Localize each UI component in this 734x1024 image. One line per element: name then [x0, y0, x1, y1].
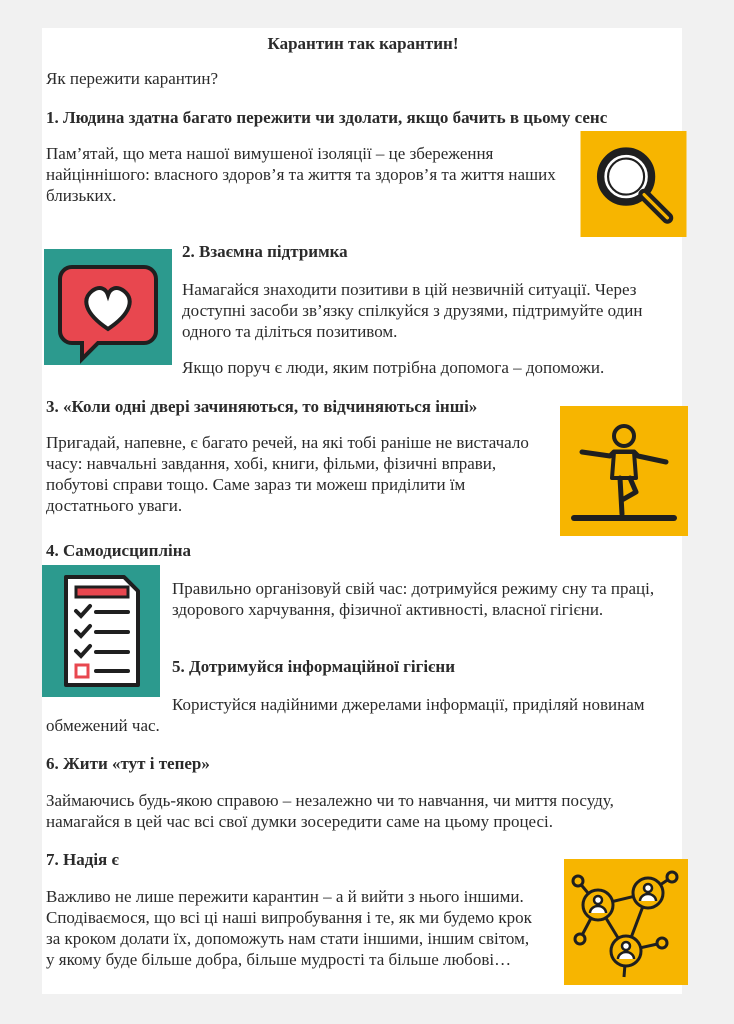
intro-question: Як пережити карантин? [46, 69, 219, 88]
section-2-text-2: Якщо поруч є люди, яким потрібна допомога – допоможи. [182, 358, 605, 377]
section-3-heading: 3. «Коли одні двері зачиняються, то відчиняються інші» [46, 397, 478, 416]
magnifier-icon [580, 131, 687, 237]
section-5-text: Користуйся надійними джерелами інформації, приділяй новинам обмежений час. [46, 695, 645, 735]
section-4-heading: 4. Самодисципліна [46, 541, 192, 560]
checklist-icon [42, 565, 160, 697]
page-title: Карантин так карантин! [267, 34, 459, 53]
section-3-text: Пригадай, напевне, є багато речей, на які тобі раніше не вистачало часу: навчальні завдання, хобі, книги, фільми, фізичні вправи, побутові справи тощо. Саме зараз ти можеш приділити їм достатнього уваги. [46, 433, 529, 515]
section-4-text: Правильно організовуй свій час: дотримуйся режиму сну та праці, здорового харчування, фізичної активності, власної гігієни. [172, 579, 655, 619]
section-7-text: Важливо не лише пережити карантин – а й вийти з нього іншими. Сподіваємося, що всі ці наші випробування і те, як ми будемо крок за кроком долати їх, допоможуть нам стати іншими, іншим світом, у якому буде більше добра, більше мудрості та більше любові… [46, 887, 532, 969]
section-7-heading: 7. Надія є [46, 850, 119, 869]
section-1-text: Пам’ятай, що мета нашої вимушеної ізоляції – це збереження найціннішого: власного здоров’я та життя та здоров’я та життя наших близьких. [46, 144, 556, 205]
section-2-heading: 2. Взаємна підтримка [182, 242, 348, 261]
network-people-icon [564, 859, 688, 985]
heart-message-icon [44, 249, 172, 365]
balance-person-icon [560, 406, 688, 536]
section-6-heading: 6. Жити «тут і тепер» [46, 754, 210, 773]
section-6-text: Займаючись будь-якою справою – незалежно чи то навчання, чи миття посуду, намагайся в цей час всі свої думки зосередити саме на цьому процесі. [46, 791, 614, 831]
section-5-heading: 5. Дотримуйся інформаційної гігієни [172, 657, 455, 676]
section-1-heading: 1. Людина здатна багато пережити чи здолати, якщо бачить в цьому сенс [46, 108, 608, 127]
section-2-text-1: Намагайся знаходити позитиви в цій незвичній ситуації. Через доступні засоби зв’язку спілкуйся з друзями, підтримуйте один одного та діліться позитивом. [182, 280, 643, 341]
